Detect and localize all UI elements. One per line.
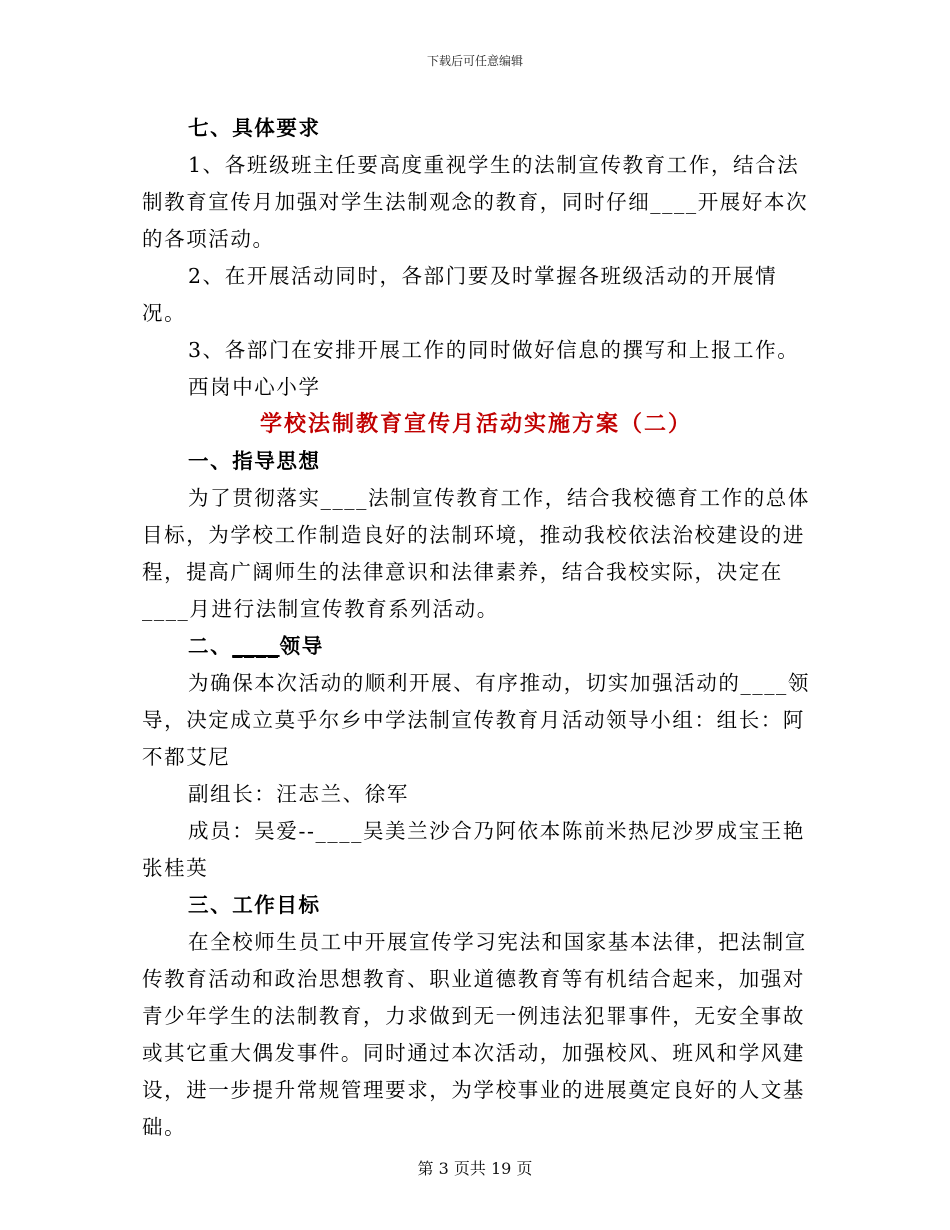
section-two-body: 为确保本次活动的顺利开展、有序推动，切实加强活动的____领导，决定成立莫乎尔乡中学法制宣传教育月活动领导小组：组长：阿不都艾尼: [142, 671, 810, 769]
section-seven-item-2: 2、在开展活动同时，各部门要及时掌握各班级活动的开展情况。: [142, 264, 778, 325]
page-footer-number: 第 3 页共 19 页: [417, 1159, 533, 1178]
section-seven-item-1: 1、各班级班主任要高度重视学生的法制宣传教育工作，结合法制教育宣传月加强对学生法制观念的教育，同时仔细____开展好本次的各项活动。: [142, 153, 809, 251]
section-two-heading: [142, 628, 810, 665]
section-seven-heading: 七、具体要求: [188, 116, 321, 140]
page-header-note: 下载后可任意编辑: [426, 54, 523, 68]
section-seven-item-3: 3、各部门在安排开展工作的同时做好信息的撰写和上报工作。: [188, 338, 800, 362]
document-title: 学校法制教育宣传月活动实施方案（二）: [259, 411, 692, 437]
section-two-heading-blank: ____: [232, 634, 280, 658]
section-three-body: 在全校师生员工中开展宣传学习宪法和国家基本法律，把法制宣传教育活动和政治思想教育、职业道德教育等有机结合起来，加强对青少年学生的法制教育，力求做到无一例违法犯罪事件，无安全事故或其它重大偶发事件。同时通过本次活动，加强校风、班风和学风建设，进一步提升常规管理要求，为学校事业的进展奠定良好的人文基础。: [142, 930, 807, 1139]
section-three-heading: 三、工作目标: [188, 893, 321, 917]
section-two-heading-prefix: 二、: [188, 634, 233, 658]
section-one-heading: 一、指导思想: [188, 449, 321, 473]
section-one-body: 为了贯彻落实____法制宣传教育工作，结合我校德育工作的总体目标，为学校工作制造良好的法制环境，推动我校依法治校建设的进程，提高广阔师生的法律意识和法律素养，结合我校实际，决定在____月进行法制宣传教育系列活动。: [142, 486, 810, 621]
section-two-members: 成员：吴爱--____吴美兰沙合乃阿依本陈前米热尼沙罗成宝王艳张桂英: [142, 819, 805, 880]
document-body: [142, 110, 810, 1146]
section-two-deputy: 副组长：汪志兰、徐军: [188, 782, 409, 806]
section-two-heading-suffix: 领导: [279, 634, 324, 658]
school-signature: 西岗中心小学: [188, 375, 321, 399]
